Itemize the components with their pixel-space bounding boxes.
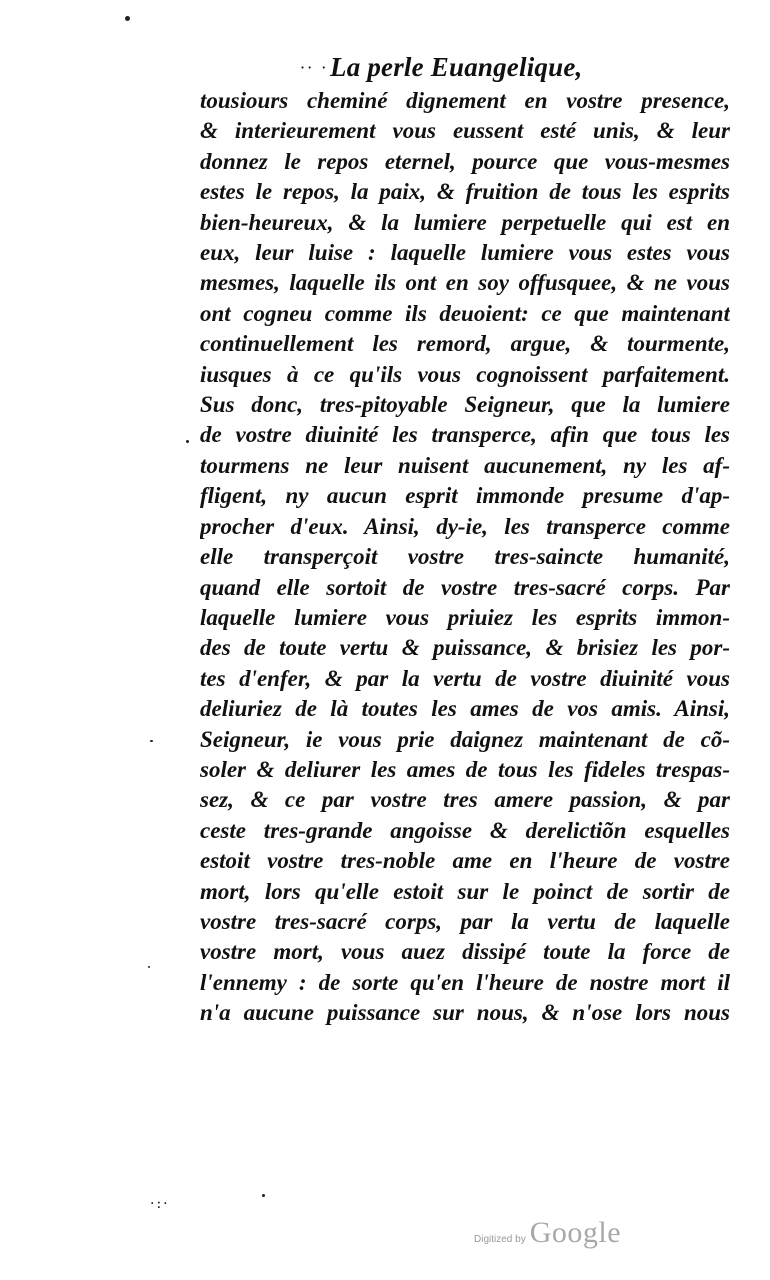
page-body-text [200,86,730,1029]
watermark-prefix: Digitized by [474,1234,526,1245]
text-line: iusques à ce qu'ils vous cognoissent parfaitement. [200,361,730,387]
text-line: donnez le repos eternel, pource que vous-mesmes [200,148,730,174]
text-line: sez, & ce par vostre tres amere passion, & par [200,787,730,813]
scan-speck [150,740,153,742]
text-line: eux, leur luise : laquelle lumiere vous estes vous [200,240,730,266]
text-line: estes le repos, la paix, & fruition de tous les esprits [200,179,730,205]
text-line: n'a aucune puissance sur nous, & n'ose lors nous [200,1000,730,1026]
text-line: bien-heureux, & la lumiere perpetuelle qui est en [200,209,730,235]
text-line: & interieurement vous eussent esté unis, & leur [200,118,730,144]
text-line: deliuriez de là toutes les ames de vos amis. Ainsi, [200,696,730,722]
text-line: ont cogneu comme ils deuoient: ce que maintenant [200,300,730,326]
text-line: estoit vostre tres-noble ame en l'heure de vostre [200,848,730,874]
text-line: tousiours cheminé dignement en vostre presence, [200,88,730,113]
text-line: vostre tres-sacré corps, par la vertu de laquelle [200,908,730,934]
text-line: continuellement les remord, argue, & tourmente, [200,331,730,357]
scan-speck-cluster: ·:· [150,1196,170,1212]
text-line: fligent, ny aucun esprit immonde presume d'ap- [200,483,730,509]
text-line: procher d'eux. Ainsi, dy-ie, les transperce comme [200,513,730,539]
text-line: Seigneur, ie vous prie daignez maintenant de cõ- [200,726,730,752]
text-line: de vostre diuinité les transperce, afin que tous les [200,422,730,448]
running-head: La perle Euangelique, [330,52,583,82]
text-line: elle transperçoit vostre tres-saincte humanité, [200,544,730,570]
digitized-watermark [474,1216,621,1250]
google-logo: Google [529,1216,622,1249]
text-line: Sus donc, tres-pitoyable Seigneur, que la lumiere [200,392,730,418]
text-line: vostre mort, vous auez dissipé toute la force de [200,939,730,965]
text-line: tes d'enfer, & par la vertu de vostre diuinité vous [200,665,730,691]
scan-speck [262,1194,265,1197]
scan-speck [186,440,189,443]
text-line: quand elle sortoit de vostre tres-sacré corps. Par [200,574,730,600]
ornament-dots: ·· · [300,58,329,77]
text-line: mesmes, laquelle ils ont en soy offusquee, & ne vous [200,270,730,296]
text-line: tourmens ne leur nuisent aucunement, ny les af- [200,452,730,478]
text-line: ceste tres-grande angoisse & derelictiõn esquelles [200,817,730,843]
text-line: soler & deliurer les ames de tous les fideles trespas- [200,756,730,782]
text-line: laquelle lumiere vous priuiez les esprits immon- [200,604,730,630]
text-line: l'ennemy : de sorte qu'en l'heure de nostre mort il [200,969,730,995]
scan-speck [125,16,130,21]
scan-speck [148,966,150,968]
text-line: mort, lors qu'elle estoit sur le poinct de sortir de [200,878,730,904]
text-line: des de toute vertu & puissance, & brisiez les por- [200,635,730,661]
